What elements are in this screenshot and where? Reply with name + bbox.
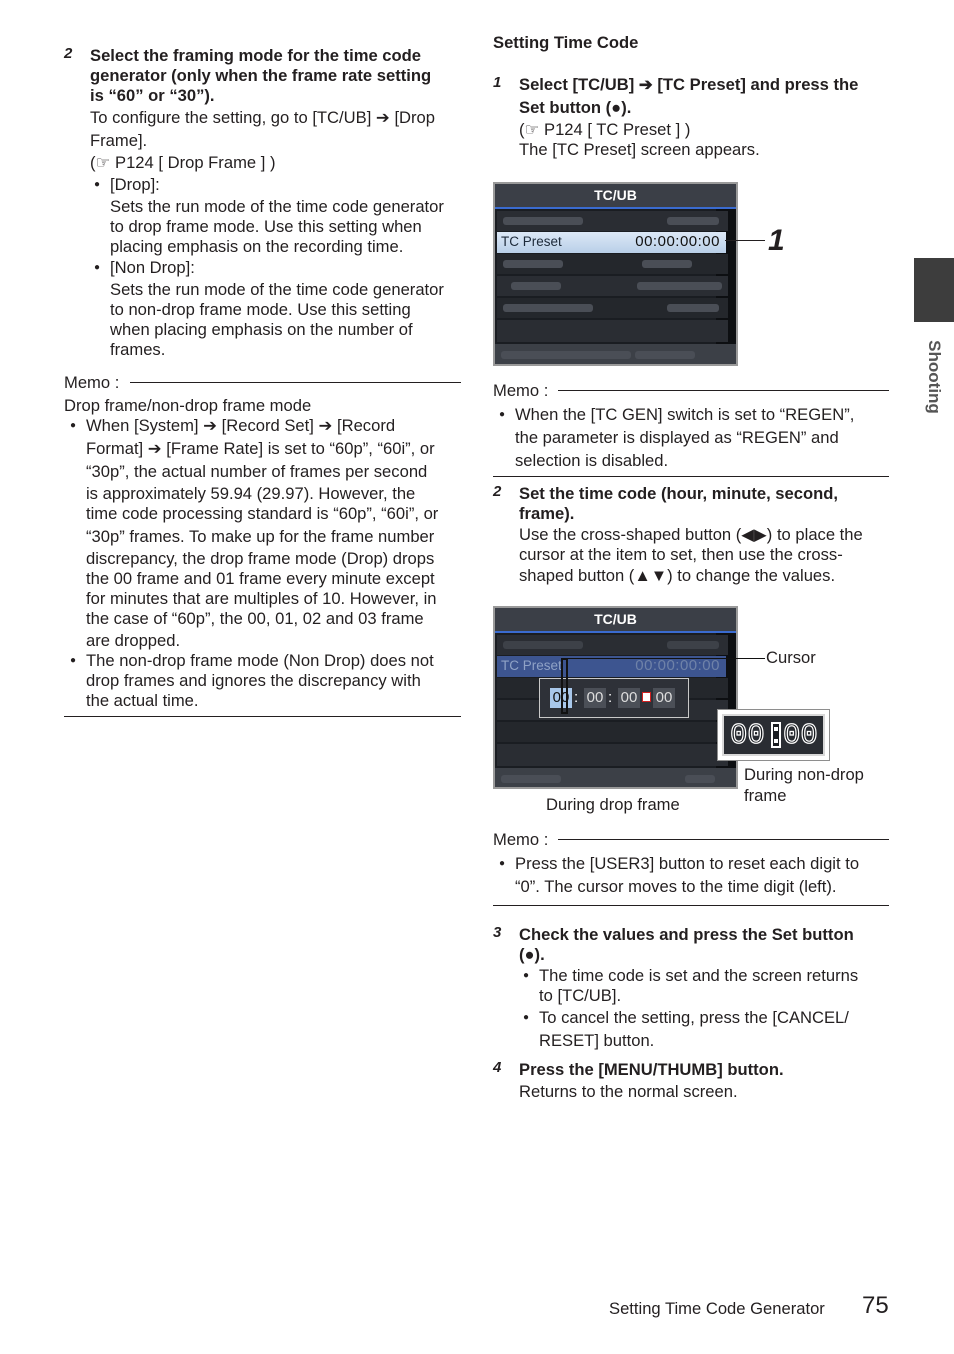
body-text: Sets the run mode of the time code generator: [110, 280, 444, 299]
memo-line-text: the case of “60p”, the 00, 01, 02 and 03 frame: [86, 609, 424, 628]
memo-line-text: discrepancy, the drop frame mode (Drop) drops: [86, 549, 435, 568]
screen-footer-bar: [495, 768, 736, 789]
cursor-label: Cursor: [766, 648, 816, 667]
minute-digit-field[interactable]: 00: [584, 688, 606, 708]
page-reference: (☞ P124 [ TC Preset ] ): [519, 120, 691, 139]
menu-row-selected[interactable]: [497, 232, 726, 253]
bullet-line-text: RESET] button.: [539, 1031, 655, 1050]
memo-bullet-line: ● When [System] ➔ [Record Set] ➔ [Record: [86, 416, 395, 437]
frame-digit-field[interactable]: 00: [653, 688, 675, 708]
menu-row: [497, 320, 728, 342]
menu-row: [497, 722, 728, 742]
zoom-cursor-box: [771, 722, 781, 748]
tc-preset-label: TC Preset: [501, 234, 562, 249]
memo-line-text: the 00 frame and 01 frame every minute except: [86, 569, 435, 588]
memo-end-rule: [64, 716, 461, 717]
memo-bullet-line: ● Press the [USER3] button to reset each digit to: [515, 854, 859, 875]
step-number: 4: [493, 1059, 502, 1076]
bullet-line: ● To cancel the setting, press the [CANCEL/: [539, 1008, 849, 1029]
non-drop-zoom-inset: [717, 709, 830, 761]
memo-line-text: is approximately 59.94 (29.97). However, the: [86, 484, 416, 503]
memo-label: Memo :: [493, 830, 549, 849]
step-number: 2: [493, 483, 502, 500]
body-text: cursor at the item to set, then use the cross-: [519, 545, 843, 564]
caption-drop-frame: During drop frame: [546, 795, 680, 814]
memo-end-rule: [493, 476, 889, 477]
menu-row: [497, 276, 728, 296]
menu-row: [497, 744, 728, 766]
hour-digit-field[interactable]: 00: [550, 688, 572, 708]
body-text: To configure the setting, go to [TC/UB] ➔ [Drop: [90, 108, 436, 127]
cursor-callout-line: [565, 658, 765, 659]
body-text: Sets the run mode of the time code generator: [110, 197, 444, 216]
memo-line-text: drop frames and ignores the discrepancy with: [86, 671, 421, 690]
caption-non-drop: During non-drop: [744, 765, 864, 784]
step-heading: (●).: [519, 945, 545, 964]
tc-edit-screenshot: [493, 606, 738, 789]
menu-row: [497, 298, 728, 318]
memo-line-text: the parameter is displayed as “REGEN” and: [515, 428, 839, 447]
tc-preset-screenshot: [493, 182, 738, 366]
memo-rule: [558, 390, 889, 391]
step-heading: Check the values and press the Set button: [519, 925, 854, 944]
memo-line-text: “0”. The cursor moves to the time digit (left).: [515, 877, 837, 896]
memo-bullet-line: ● When the [TC GEN] switch is set to “REGEN”,: [515, 405, 854, 426]
cursor-highlight-box: [561, 658, 568, 714]
colon-dot: [774, 727, 778, 731]
step-heading: Press the [MENU/THUMB] button.: [519, 1060, 784, 1079]
step-number: 1: [493, 74, 502, 91]
memo-line-text: “30p” frames. To make up for the frame number: [86, 527, 435, 546]
side-tab-block: [914, 258, 954, 322]
step-heading: Set the time code (hour, minute, second,: [519, 484, 839, 503]
step-heading: Set button (●).: [519, 98, 632, 117]
memo-bullet-line: ● The non-drop frame mode (Non Drop) does not: [86, 651, 434, 672]
zoom-digits-right: 00: [783, 719, 818, 752]
body-text: placing emphasis on the recording time.: [110, 237, 404, 256]
screen-title: TC/UB: [495, 184, 736, 209]
menu-row: [497, 211, 728, 231]
page-reference: (☞ P124 [ Drop Frame ] ): [90, 153, 276, 172]
memo-end-rule: [493, 905, 889, 906]
memo-line-text: for minutes that are multiples of 10. However, in: [86, 589, 437, 608]
memo-title: Drop frame/non-drop frame mode: [64, 396, 312, 415]
screen-footer-bar: [495, 344, 736, 366]
callout-number: 1: [768, 224, 785, 257]
bullet-line: ● The time code is set and the screen returns: [539, 966, 858, 987]
screen-title: TC/UB: [495, 608, 736, 633]
zoom-digits-left: 00: [730, 719, 765, 752]
memo-line-text: selection is disabled.: [515, 451, 669, 470]
memo-label: Memo :: [493, 381, 549, 400]
caption-non-drop: frame: [744, 786, 787, 805]
bullet-non-drop: ● [Non Drop]:: [110, 258, 195, 279]
body-text: Frame].: [90, 131, 148, 150]
body-text: to drop frame mode. Use this setting when: [110, 217, 422, 236]
drop-frame-indicator-icon: [642, 692, 651, 702]
side-tab-label: Shooting: [925, 340, 944, 414]
memo-line-text: are dropped.: [86, 631, 181, 650]
memo-rule: [130, 382, 461, 383]
step-heading: is “60” or “30”).: [90, 86, 215, 105]
memo-label: Memo :: [64, 373, 120, 392]
body-text: shaped button (▲▼) to change the values.: [519, 566, 836, 585]
second-digit-field[interactable]: 00: [618, 688, 640, 708]
step-heading: generator (only when the frame rate setting: [90, 66, 432, 85]
memo-line-text: the actual time.: [86, 691, 199, 710]
step-heading: Select [TC/UB] ➔ [TC Preset] and press the: [519, 75, 859, 94]
menu-row: [497, 635, 728, 655]
memo-line-text: “30p”, the actual number of frames per second: [86, 462, 428, 481]
tc-preset-value: 00:00:00:00: [635, 657, 720, 674]
body-text: when placing emphasis on the number of: [110, 320, 413, 339]
tc-preset-label: TC Preset: [501, 658, 562, 673]
callout-line: [725, 240, 765, 241]
body-text: frames.: [110, 340, 166, 359]
separator: :: [608, 689, 613, 706]
step-heading: frame).: [519, 504, 575, 523]
colon-dot: [774, 739, 778, 743]
step-number: 3: [493, 924, 502, 941]
body-text: to non-drop frame mode. Use this setting: [110, 300, 411, 319]
step-heading: Select the framing mode for the time code: [90, 46, 422, 65]
memo-line-text: Format] ➔ [Frame Rate] is set to “60p”, “60i”, or: [86, 439, 435, 458]
bullet-drop: ● [Drop]:: [110, 175, 160, 196]
body-text: The [TC Preset] screen appears.: [519, 140, 760, 159]
section-title: Setting Time Code: [493, 33, 639, 52]
memo-line-text: time code processing standard is “60p”, “60i”, or: [86, 504, 439, 523]
page-number: 75: [862, 1292, 889, 1319]
body-text: Use the cross-shaped button (◀▶) to place the: [519, 525, 863, 544]
memo-rule: [558, 839, 889, 840]
menu-row: [497, 254, 728, 274]
menu-row-dimmed: [497, 656, 726, 677]
tc-preset-value: 00:00:00:00: [635, 233, 720, 250]
bullet-line-text: to [TC/UB].: [539, 986, 622, 1005]
body-text: Returns to the normal screen.: [519, 1082, 738, 1101]
step-number: 2: [64, 45, 73, 62]
separator: :: [574, 689, 579, 706]
footer-title: Setting Time Code Generator: [609, 1299, 825, 1318]
